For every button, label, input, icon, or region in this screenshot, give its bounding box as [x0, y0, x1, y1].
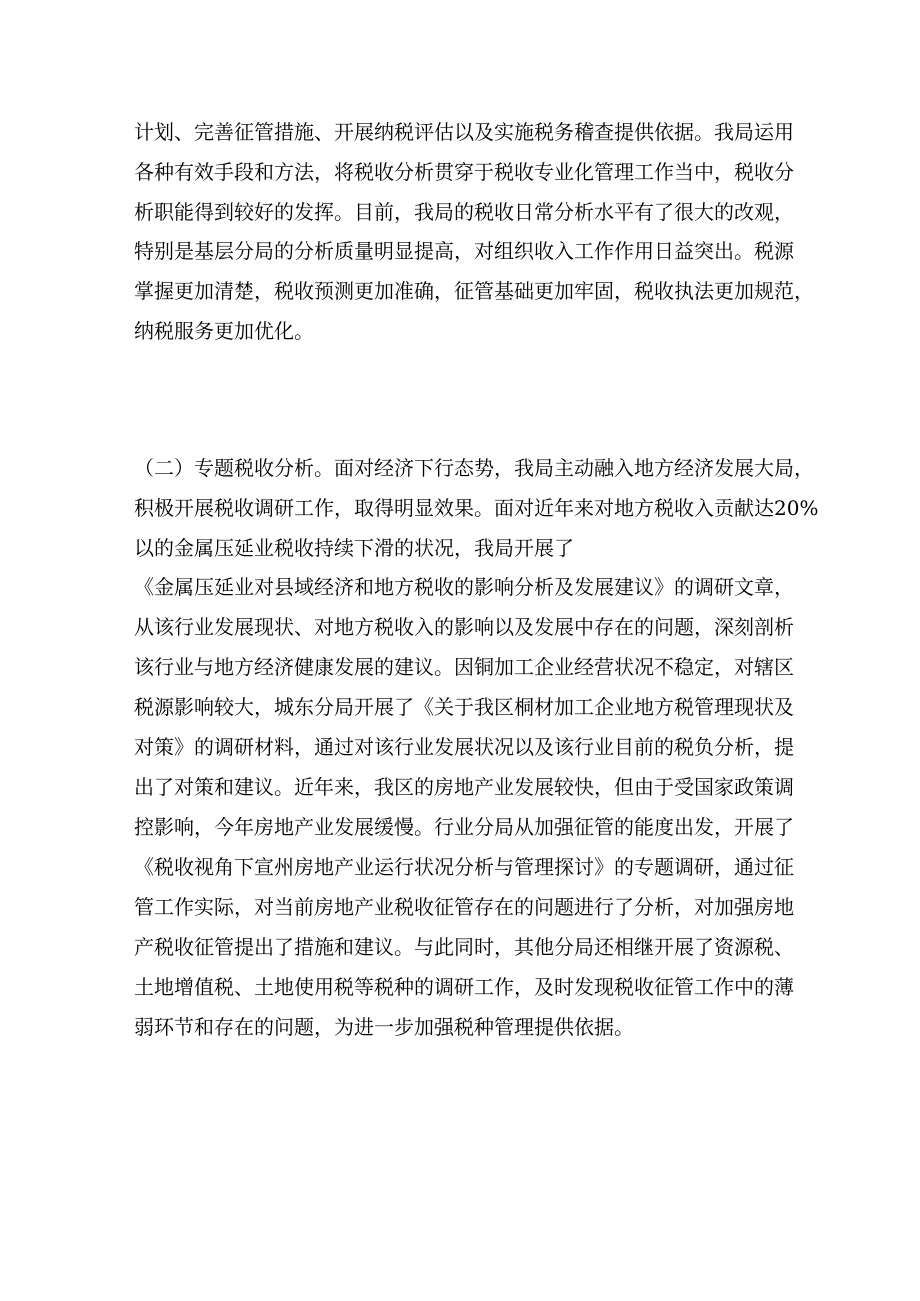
paragraph-1-line: 各种有效手段和方法，将税收分析贯穿于税收专业化管理工作当中，税收分 [134, 160, 794, 184]
paragraph-2-line: 《税收视角下宣州房地产业运行状况分析与管理探讨》的专题调研，通过征 [134, 855, 794, 879]
paragraph-2-line: 产税收征管提出了措施和建议。与此同时，其他分局还相继开展了资源税、 [134, 935, 794, 959]
paragraph-2-line: 《金属压延业对县域经济和地方税收的影响分析及发展建议》的调研文章， [134, 575, 794, 599]
paragraph-2-line: 控影响，今年房地产业发展缓慢。行业分局从加强征管的能度出发，开展了 [134, 815, 794, 839]
paragraph-2-line: 土地增值税、土地使用税等税种的调研工作，及时发现税收征管工作中的薄 [134, 975, 794, 999]
paragraph-2-line: 从该行业发展现状、对地方税收入的影响以及发展中存在的问题，深刻剖析 [134, 615, 794, 639]
paragraph-1-line: 析职能得到较好的发挥。目前，我局的税收日常分析水平有了很大的改观， [134, 200, 794, 224]
paragraph-2-line: 该行业与地方经济健康发展的建议。因铜加工企业经营状况不稳定，对辖区 [134, 655, 794, 679]
paragraph-2-line: 以的金属压延业税收持续下滑的状况，我局开展了 [134, 536, 574, 560]
paragraph-2-line: 对策》的调研材料，通过对该行业发展状况以及该行业目前的税负分析，提 [134, 735, 794, 759]
paragraph-2-line: 弱环节和存在的问题，为进一步加强税种管理提供依据。 [134, 1015, 634, 1039]
paragraph-2-line: 管工作实际，对当前房地产业税收征管存在的问题进行了分析，对加强房地 [134, 895, 794, 919]
paragraph-1-line: 纳税服务更加优化。 [134, 319, 314, 343]
paragraph-2-line: 积极开展税收调研工作，取得明显效果。面对近年来对地方税收入贡献达20% [134, 496, 819, 520]
paragraph-1-line: 特别是基层分局的分析质量明显提高，对组织收入工作作用日益突出。税源 [134, 239, 794, 263]
paragraph-2-line: （二）专题税收分析。面对经济下行态势，我局主动融入地方经济发展大局， [134, 456, 814, 480]
paragraph-1-line: 计划、完善征管措施、开展纳税评估以及实施税务稽查提供依据。我局运用 [134, 120, 794, 144]
paragraph-2-line: 税源影响较大，城东分局开展了《关于我区桐材加工企业地方税管理现状及 [134, 695, 794, 719]
paragraph-2-line: 出了对策和建议。近年来，我区的房地产业发展较快，但由于受国家政策调 [134, 775, 794, 799]
paragraph-1-line: 掌握更加清楚，税收预测更加准确，征管基础更加牢固，税收执法更加规范， [134, 279, 814, 303]
